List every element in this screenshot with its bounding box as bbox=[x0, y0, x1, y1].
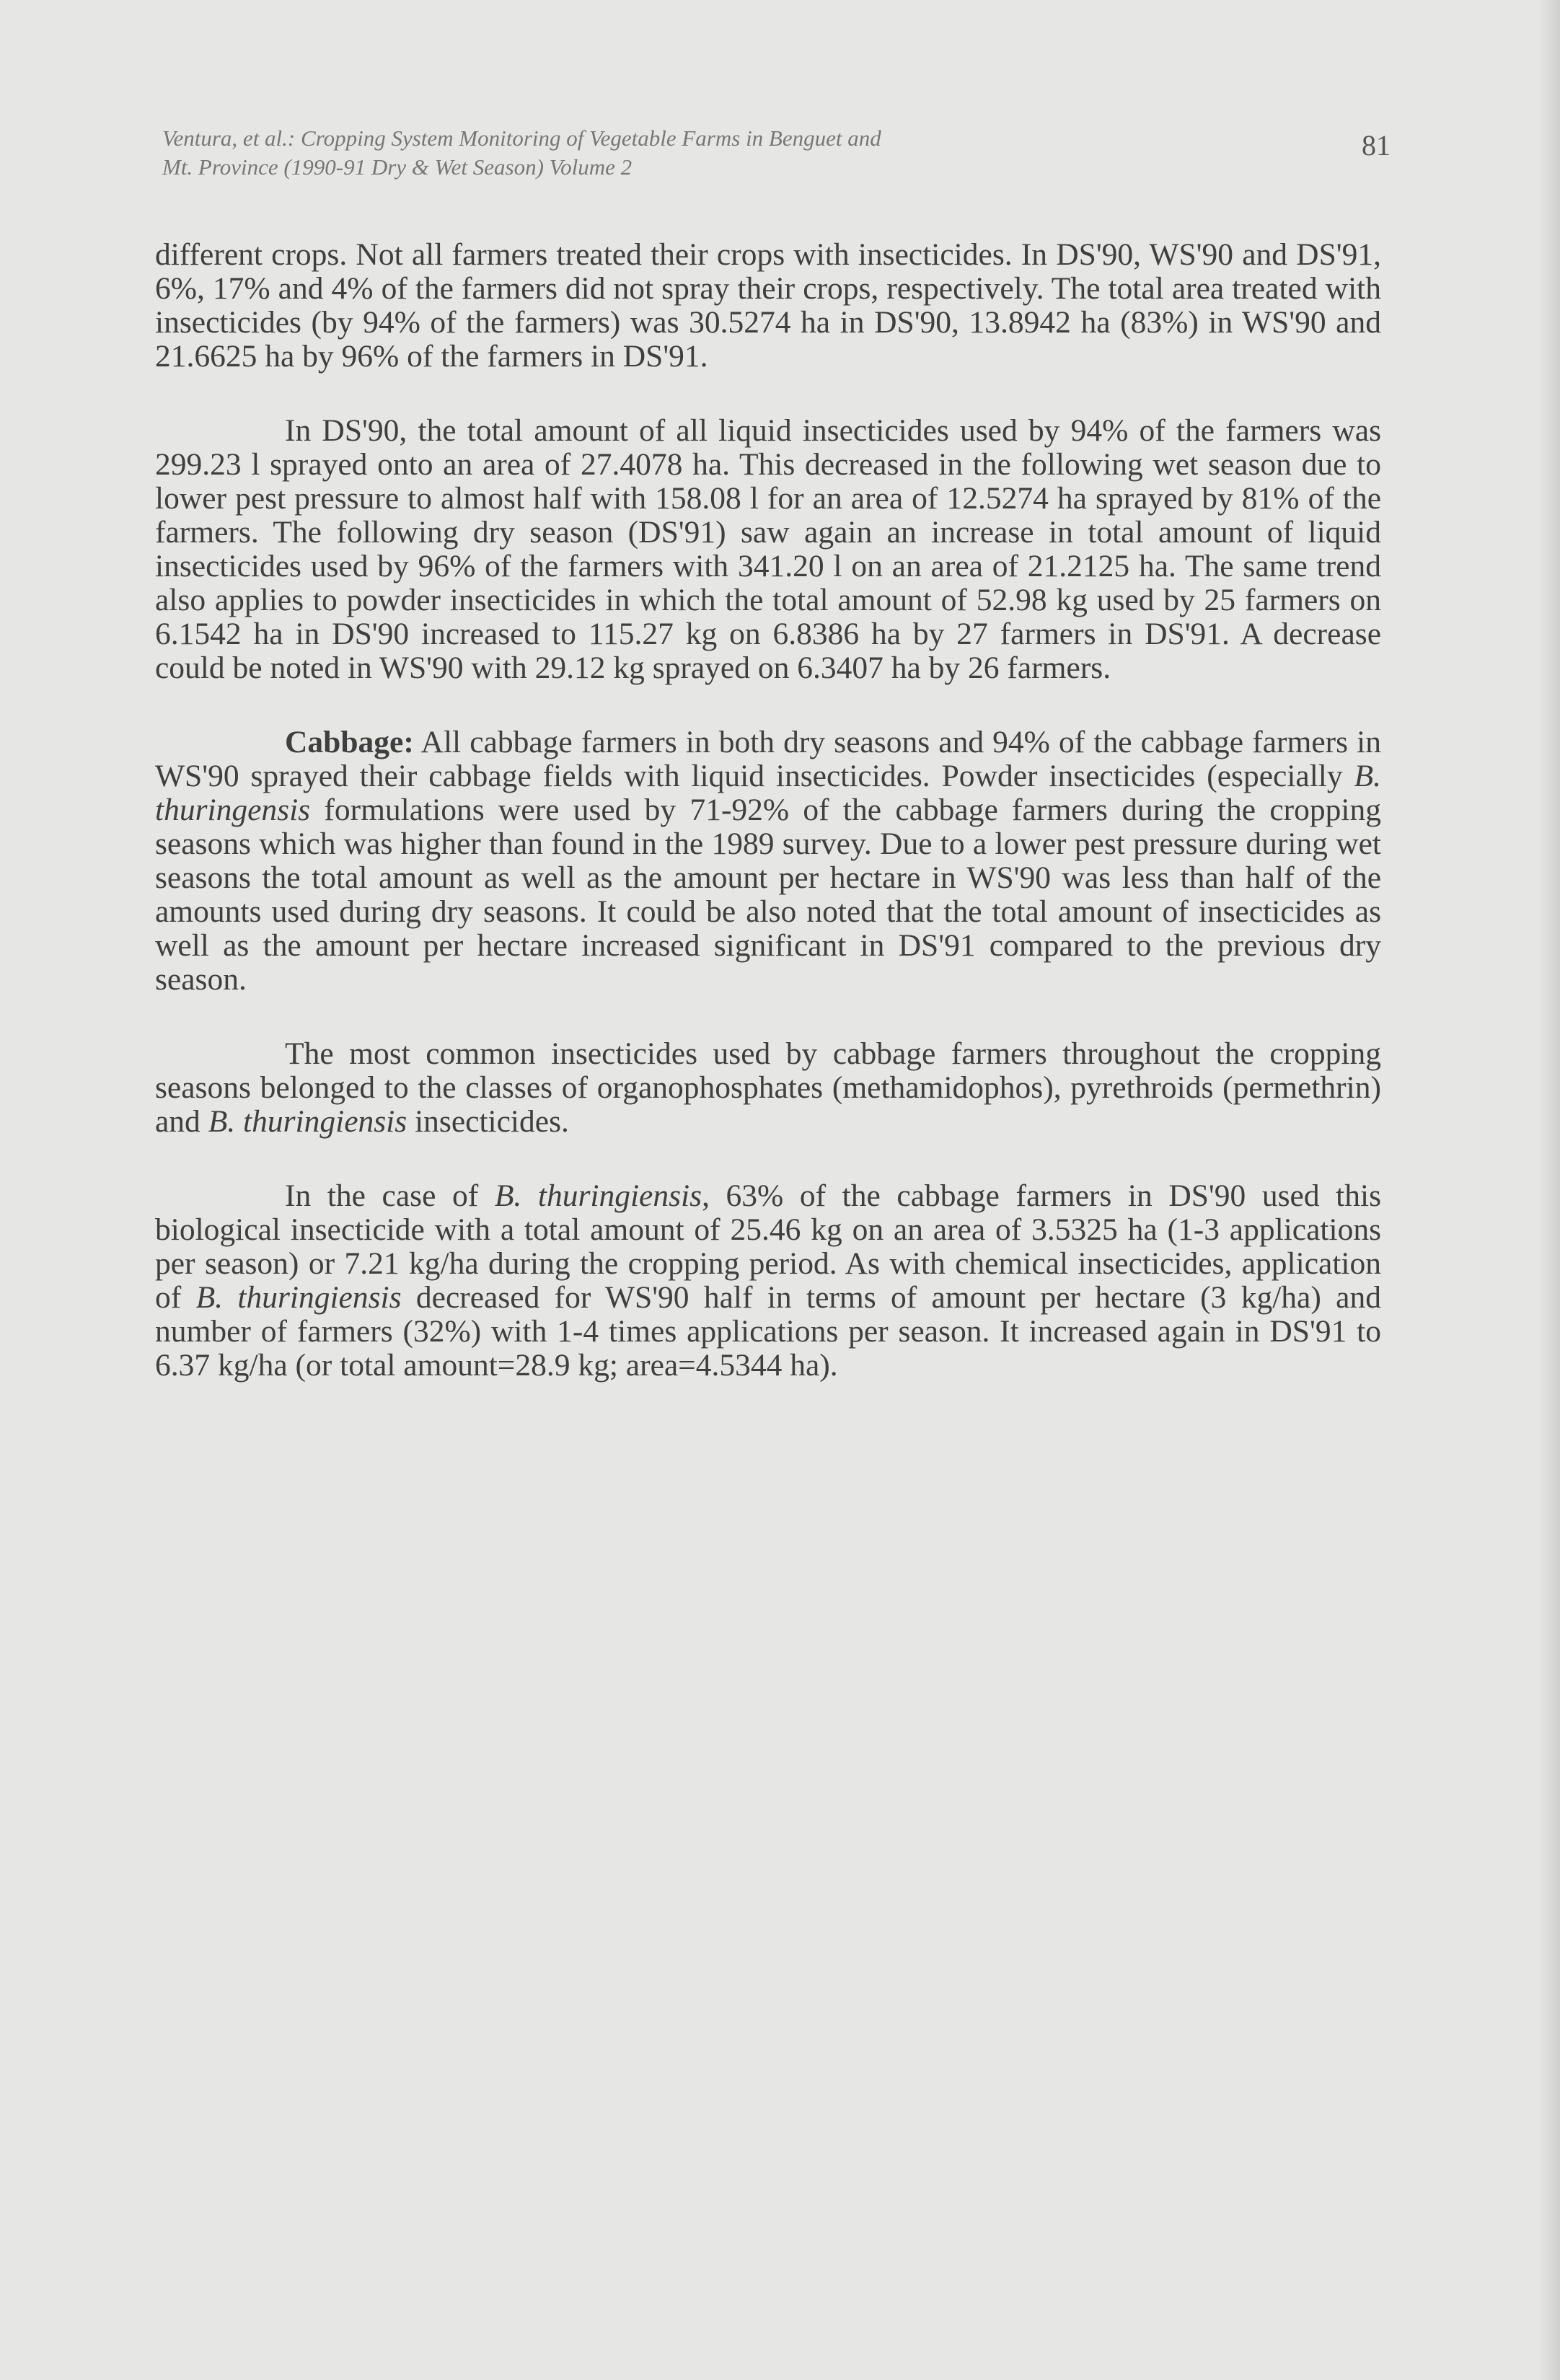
paragraph-1: different crops. Not all farmers treated their crops with insecticides. In DS'90, WS'90 and DS'91, 6%, 17% and 4% of the farmers did not spray their crops, respectively. The total area treated with insecticides (by 94% of the farmers) was 30.5274 ha in DS'90, 13.8942 ha (83%) in WS'90 and 21.6625 ha by 96% of the farmers in DS'91. bbox=[155, 237, 1381, 374]
paragraph-5 bbox=[155, 1179, 1381, 1383]
page-number: 81 bbox=[1362, 129, 1391, 162]
paragraph-3-text-a: All cabbage farmers in both dry seasons and 94% of the cabbage farmers in WS'90 sprayed their cabbage fields with liquid insecticides. Powder insecticides (especially bbox=[155, 725, 1381, 793]
species-name: B. thuringiensis bbox=[494, 1178, 702, 1213]
running-title-line-2: Mt. Province (1990-91 Dry & Wet Season) Volume 2 bbox=[162, 154, 633, 180]
paragraph-3-cabbage bbox=[155, 726, 1381, 997]
running-header bbox=[162, 124, 1287, 182]
species-name: B. thuringiensis bbox=[195, 1280, 402, 1315]
paragraph-5-text-b: , 63% of the cabbage farmers in DS'90 used this biological insecticide with a total amount of 25.46 kg on an area of 3.5325 ha (1-3 applications per season) or 7.21 kg/ha during the cropping period. As with chemical insecticides, application of bbox=[155, 1178, 1382, 1315]
cabbage-label: Cabbage: bbox=[285, 725, 414, 759]
paragraph-4-text-b: insecticides. bbox=[407, 1104, 569, 1139]
species-name: B. thuringiensis bbox=[208, 1104, 407, 1139]
paragraph-4-text-a: The most common insecticides used by cabbage farmers throughout the cropping seasons belonged to the classes of organophosphates (methamidophos), pyrethroids (permethrin) and bbox=[155, 1036, 1381, 1139]
paragraph-4 bbox=[155, 1037, 1381, 1139]
paragraph-5-text-c: decreased for WS'90 half in terms of amount per hectare (3 kg/ha) and number of farmers (32%) with 1-4 times applications per season. It increased again in DS'91 to 6.37 kg/ha (or total amount=28.9 kg; area=4.5344 ha). bbox=[155, 1280, 1381, 1383]
species-name: B. thuringensis bbox=[155, 759, 1381, 827]
running-title-line-1: Ventura, et al.: Cropping System Monitoring of Vegetable Farms in Benguet and bbox=[162, 125, 881, 151]
paragraph-2: In DS'90, the total amount of all liquid insecticides used by 94% of the farmers was 299.23 l sprayed onto an area of 27.4078 ha. This decreased in the following wet season due to lower pest pressure to almost half with 158.08 l for an area of 12.5274 ha sprayed by 81% of the farmers. The following dry season (DS'91) saw again an increase in total amount of liquid insecticides used by 96% of the farmers with 341.20 l on an area of 21.2125 ha. The same trend also applies to powder insecticides in which the total amount of 52.98 kg used by 25 farmers on 6.1542 ha in DS'90 increased to 115.27 kg on 6.8386 ha by 27 farmers in DS'91. A decrease could be noted in WS'90 with 29.12 kg sprayed on 6.3407 ha by 26 farmers. bbox=[155, 413, 1381, 685]
page-edge-shadow bbox=[1538, 0, 1560, 2380]
paragraph-3-text-b: formulations were used by 71-92% of the cabbage farmers during the cropping seasons which was higher than found in the 1989 survey. Due to a lower pest pressure during wet seasons the total amount as well as the amount per hectare in WS'90 was less than half of the amounts used during dry seasons. It could be also noted that the total amount of insecticides as well as the amount per hectare increased significant in DS'91 compared to the previous dry season. bbox=[155, 793, 1381, 997]
body-text bbox=[155, 238, 1381, 1423]
paragraph-5-text-a: In the case of bbox=[285, 1178, 495, 1213]
